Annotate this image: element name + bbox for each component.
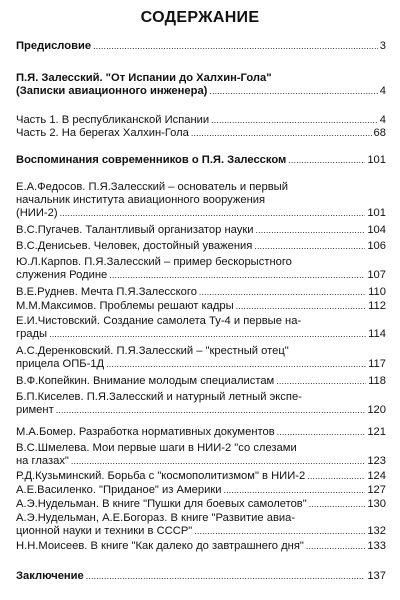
toc-entry-text: В.Е.Руднев. Мечта П.Я.Залесского [16, 286, 197, 298]
toc-entry-text: ционной науки и техники в СССР" [16, 525, 193, 537]
toc-entry-text: Воспоминания современников о П.Я. Залесском [16, 154, 287, 166]
toc-entry-line [16, 286, 386, 299]
toc-entry-text: Часть 2. На берегах Халхин-Гола [16, 127, 189, 139]
toc-page-number: 123 [367, 455, 386, 467]
toc-entry-text: Н.Н.Моисеев. В книге "Как далеко до завтрашнего дня" [16, 540, 304, 552]
leader-dots [307, 470, 365, 483]
toc-page-number: 133 [367, 540, 386, 552]
leader-dots [256, 224, 366, 237]
toc-entry-line [16, 114, 386, 127]
toc-page-number: 120 [367, 404, 386, 416]
toc-entry [16, 570, 386, 583]
toc-entry [16, 181, 386, 220]
toc-entry-text: начальник института авиационного вооружения [16, 194, 266, 206]
toc-page-number: 121 [367, 426, 386, 438]
toc-page-number: 101 [367, 154, 386, 166]
toc-entry [16, 375, 386, 388]
toc-entry [16, 40, 386, 53]
toc-entry-line [16, 512, 386, 525]
toc-page-number: 107 [367, 269, 386, 281]
leader-dots [309, 498, 366, 511]
toc-entry-line [16, 391, 386, 404]
toc-entry [16, 442, 386, 468]
toc-entry-line [16, 540, 386, 553]
leader-dots [288, 154, 365, 167]
toc-entry-line [16, 256, 386, 269]
toc-entry-line [16, 358, 386, 371]
page-title: СОДЕРЖАНИЕ [140, 9, 260, 26]
toc-entry-line [16, 525, 386, 538]
leader-dots [109, 269, 365, 282]
toc-entry-line [16, 72, 386, 85]
leader-dots [211, 114, 378, 127]
leader-dots [60, 207, 366, 220]
toc-entry-line [16, 194, 386, 207]
toc-page-number: 132 [367, 525, 386, 537]
toc-entry [16, 391, 386, 417]
toc-page-number: 68 [373, 127, 386, 139]
toc-entry [16, 484, 386, 497]
toc-entry-text: (Записки авиационного инженера) [16, 85, 208, 97]
toc-entry-text: на глазах" [16, 455, 69, 467]
toc-entry-text: Заключение [16, 570, 84, 582]
toc-entry-text: В.С.Шмелева. Мои первые шаги в НИИ-2 "со слезами [16, 442, 297, 454]
toc-page-number: 117 [368, 358, 386, 370]
toc-entry [16, 224, 386, 237]
toc-page-number: 112 [368, 300, 386, 312]
toc-entry-text: Е.А.Федосов. П.Я.Залесский – основатель и первый [16, 181, 288, 193]
toc-entry-text: грады [16, 328, 48, 340]
leader-dots [106, 358, 366, 371]
toc-entry-text: А.Э.Нудельман, А.Е.Богораз. В книге "Развитие авиа- [16, 512, 296, 524]
toc-entry [16, 498, 386, 511]
toc-entry-line [16, 85, 386, 98]
toc-entry [16, 315, 386, 341]
toc-entry [16, 256, 386, 282]
toc-page-number: 4 [379, 85, 386, 97]
toc-entry-line [16, 240, 386, 253]
toc-entry-text: В.Ф.Копейкин. Внимание молодым специалистам [16, 375, 275, 387]
toc-page-number: 118 [368, 375, 386, 387]
toc-entry [16, 345, 386, 371]
toc-entry-line [16, 181, 386, 194]
toc-page-number: 106 [367, 240, 386, 252]
leader-dots [306, 540, 365, 553]
leader-dots [71, 455, 365, 468]
toc-page-number: 4 [379, 114, 386, 126]
toc-entry [16, 300, 386, 313]
toc-entry-line [16, 484, 386, 497]
toc-entry-text: В.С.Денисьев. Человек, достойный уважения [16, 240, 253, 252]
toc-entry-text: П.Я. Залесский. "От Испании до Халхин-Гола" [16, 72, 272, 84]
toc-entry-text: М.А.Бомер. Разработка нормативных документов [16, 426, 275, 438]
toc-entry-text: прицела ОПБ-1Д [16, 358, 105, 370]
toc-entry-line [16, 498, 386, 511]
toc-entry [16, 512, 386, 538]
toc-page-number: 137 [367, 570, 386, 582]
toc-entry [16, 540, 386, 553]
toc-entry-line [16, 328, 386, 341]
toc-page-number: 130 [367, 498, 386, 510]
leader-dots [209, 85, 377, 98]
toc-entry-line [16, 442, 386, 455]
leader-dots [93, 40, 378, 53]
toc-entry-line [16, 207, 386, 220]
toc-entry-line [16, 455, 386, 468]
toc-entry-line [16, 154, 386, 167]
toc-page-number: 127 [367, 484, 386, 496]
leader-dots [194, 525, 365, 538]
toc-entry-text: Предисловие [16, 40, 92, 52]
toc-page-number: 124 [367, 470, 386, 482]
toc-entry [16, 426, 386, 439]
toc-entry-text: М.М.Максимов. Проблемы решают кадры [16, 300, 234, 312]
toc-entry-text: А.С.Деренковский. П.Я.Залесский – "крестный отец" [16, 345, 289, 357]
leader-dots [49, 328, 366, 341]
toc-page-number: 114 [368, 328, 386, 340]
toc-entry [16, 114, 386, 127]
toc-entry-line [16, 345, 386, 358]
toc-entry-line [16, 40, 386, 53]
toc-entry-text: (НИИ-2) [16, 207, 58, 219]
toc-entry-text: А.Э.Нудельман. В книге "Пушки для боевых самолетов" [16, 498, 307, 510]
toc-entry [16, 72, 386, 98]
toc-page-number: 110 [368, 286, 386, 298]
toc-entry-text: В.С.Пугачев. Талантливый организатор науки [16, 224, 254, 236]
toc-entry-line [16, 470, 386, 483]
toc-entry-text: Часть 1. В республиканской Испании [16, 114, 210, 126]
leader-dots [86, 570, 366, 583]
toc-entry [16, 470, 386, 483]
toc-entry-text: служения Родине [16, 269, 108, 281]
toc-entry-text: римент [16, 404, 54, 416]
toc-page-number: 101 [367, 207, 386, 219]
toc-entry-line [16, 315, 386, 328]
toc-entry-text: Ю.Л.Карпов. П.Я.Залесский – пример бескорыстного [16, 256, 292, 268]
toc-entry-line [16, 127, 386, 140]
toc-entry [16, 127, 386, 140]
toc-entry-line [16, 404, 386, 417]
toc-page-number: 3 [379, 40, 386, 52]
toc-entry-line [16, 570, 386, 583]
toc-entry-text: Е.И.Чистовский. Создание самолета Ту-4 и первые на- [16, 315, 302, 327]
leader-dots [276, 375, 366, 388]
leader-dots [191, 127, 372, 140]
toc-entry-line [16, 269, 386, 282]
toc-entry-line [16, 300, 386, 313]
leader-dots [254, 240, 365, 253]
leader-dots [236, 300, 367, 313]
toc-entry-text: Р.Д.Кузьминский. Борьба с "космополитизмом" в НИИ-2 [16, 470, 306, 482]
toc-entry [16, 240, 386, 253]
leader-dots [277, 426, 366, 439]
toc-entry-text: А.Е.Василенко. "Приданое" из Америки [16, 484, 222, 496]
toc-page-number: 104 [367, 224, 386, 236]
toc-entry [16, 286, 386, 299]
toc-entry-text: Б.П.Киселев. П.Я.Залесский и натурный летный экспе- [16, 391, 302, 403]
toc-entry-line [16, 224, 386, 237]
toc-entry-line [16, 375, 386, 388]
leader-dots [56, 404, 366, 417]
toc-entry [16, 154, 386, 167]
toc-entry-line [16, 426, 386, 439]
leader-dots [199, 286, 366, 299]
leader-dots [223, 484, 365, 497]
